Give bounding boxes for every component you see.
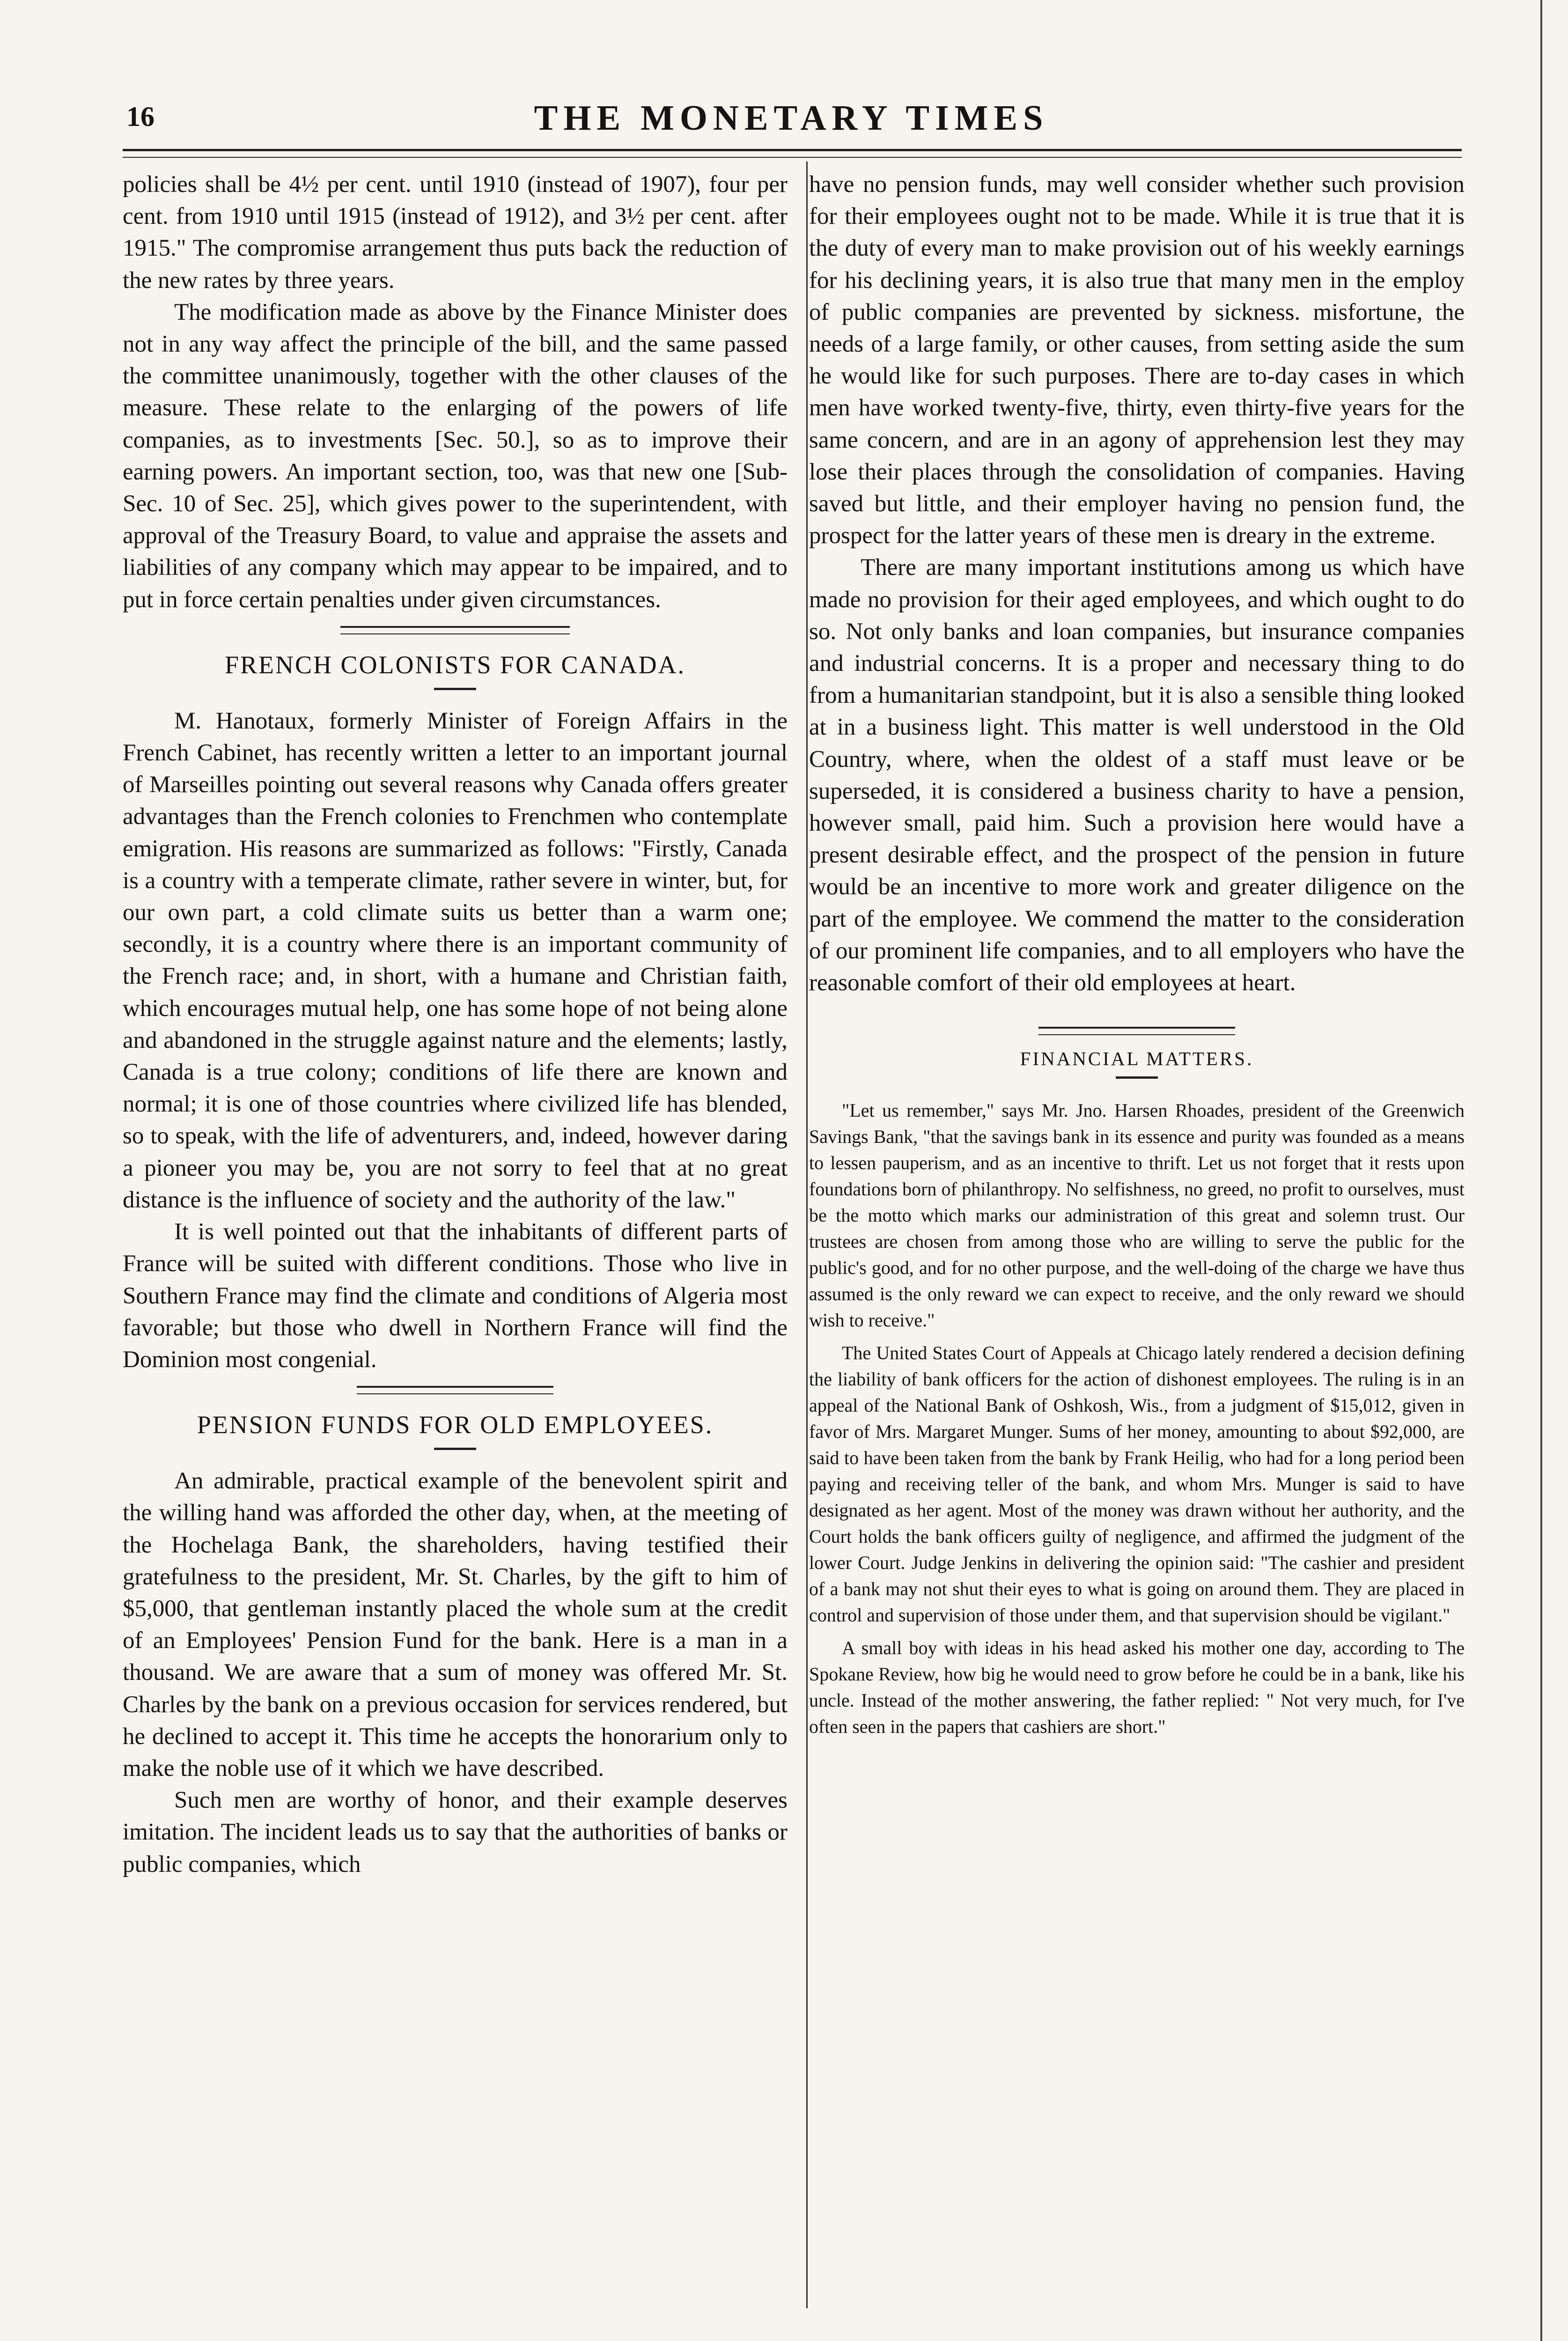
pension-funds-paragraph: Such men are worthy of honor, and their example deserves imitation. The incident leads us to say that the authorities of banks or public companies, which — [123, 1787, 788, 1877]
financial-matters-body — [809, 1097, 1465, 1740]
section-divider — [1038, 1027, 1235, 1035]
insurance-paragraph: The modification made as above by the Finance Minister does not in any way affect the principle of the bill, and the same passed the committee unanimously, together with the other clauses of the measure. These relate to the enlarging of the powers of life companies, as to investments [Sec. 50.], so as to improve their earning powers. An important section, too, was that new one [Sub-Sec. 10 of Sec. 25], which gives power to the superintendent, with approval of the Treasury Board, to value and appraise the assets and liabilities of any company which may appear to be impaired, and to put in force certain penalties under given circumstances. — [123, 299, 788, 613]
financial-matters-heading: FINANCIAL MATTERS. — [1020, 1048, 1254, 1070]
pension-funds-paragraph: An admirable, practical example of the benevolent spirit and the willing hand was afforded the other day, when, at the meeting of the Hochelaga Bank, the shareholders, having testified their gratefulness to the president, Mr. St. Charles, by the gift to him of $5,000, that gentleman instantly placed the whole sum at the credit of an Employees' Pension Fund for the bank. Here is a man in a thousand. We are aware that a sum of money was offered Mr. St. Charles by the bank on a previous occasion for services rendered, but he declined to accept it. This time he accepts the honorarium only to make the noble use of it which we have described. — [123, 1468, 788, 1782]
page-edge-rule — [1540, 0, 1542, 2341]
pension-funds-heading: PENSION FUNDS FOR OLD EMPLOYEES. — [197, 1411, 714, 1439]
financial-matters-paragraph: "Let us remember," says Mr. Jno. Harsen Rhoades, president of the Greenwich Savings Bank, "that the savings bank in its essence and purity was founded as a means to lessen pauperism, and as an incentive to thrift. Let us not forget that it rests upon foundations born of philanthropy. No selfishness, no greed, no profit to ourselves, must be the motto which marks our administration of this great and solemn trust. Our trustees are chosen from among those who are willing to serve the public for the public's good, and for no other purpose, and the well-doing of the charge we have thus assumed is the only reward we can expect to receive, and the only reward we should wish to receive." — [809, 1100, 1465, 1331]
left-column — [123, 169, 788, 1880]
section-divider — [357, 1386, 553, 1394]
insurance-paragraph: policies shall be 4½ per cent. until 1910 (instead of 1907), four per cent. from 1910 until 1915 (instead of 1912), and 3½ per cent. after 1915." The compromise arrangement thus puts back the reduction of the new rates by three years. — [123, 171, 788, 294]
french-colonists-paragraph: M. Hanotaux, formerly Minister of Foreign Affairs in the French Cabinet, has recently written a letter to an important journal of Marseilles pointing out several reasons why Canada offers greater advantages than the French colonies to Frenchmen who contemplate emigration. His reasons are summarized as follows: "Firstly, Canada is a country with a temperate climate, rather severe in winter, but, for our own part, a cold climate suits us better than a warm one; secondly, it is a country where there is an important community of the French race; and, in short, with a humane and Christian faith, which encourages mutual help, one has some hope of not being alone and abandoned in the struggle against nature and the elements; lastly, Canada is a true colony; conditions of life there are known and normal; it is one of those countries where civilized life has blended, so to speak, with the life of adventurers, and, indeed, however daring a pioneer you may be, you are not sorry to feel that at no great distance is the influence of society and the authority of the law." — [123, 707, 788, 1213]
page-header — [126, 98, 1456, 152]
pension-continued-paragraph: have no pension funds, may well consider whether such provision for their employees ought not to be made. While it is true that it is the duty of every man to make provision out of his weekly earnings for his declining years, it is also true that many men in the employ of public companies are prevented by sickness. misfortune, the needs of a large family, or other causes, from setting aside the sum he would like for such purposes. There are to-day cases in which men have worked twenty-five, thirty, even thirty-five years for the same concern, and are in an agony of apprehension lest they may lose their places through the consolidation of companies. Having saved but little, and their employer having no pension fund, the prospect for the latter years of these men is dreary in the extreme. — [809, 171, 1465, 549]
pension-continued-paragraph: There are many important institutions among us which have made no provision for their aged employees, and which ought to do so. Not only banks and loan companies, but insurance companies and industrial concerns. It is a proper and necessary thing to do from a humanitarian standpoint, but it is also a sensible thing looked at in a business light. This matter is well understood in the Old Country, where, when the oldest of a staff must leave or be superseded, it is considered a business charity to have a pension, however small, paid him. Such a provision here would have a present desirable effect, and the prospect of the pension in future would be an incentive to more work and greater diligence on the part of the employee. We commend the matter to the consideration of our prominent life companies, and to all employers who have the reasonable comfort of their old employees at heart. — [809, 554, 1465, 996]
french-colonists-heading: FRENCH COLONISTS FOR CANADA. — [224, 650, 686, 679]
page-number: 16 — [126, 101, 155, 132]
header-rule — [123, 149, 1462, 158]
heading-dash — [1116, 1076, 1158, 1079]
french-colonists-paragraph: It is well pointed out that the inhabitants of different parts of France will be suited with different conditions. Those who live in Southern France may find the climate and conditions of Algeria most favorable; but those who dwell in Northern France will find the Dominion most congenial. — [123, 1219, 788, 1373]
section-divider — [340, 626, 570, 634]
financial-matters-paragraph: A small boy with ideas in his head asked his mother one day, according to The Spokane Review, how big he would need to grow before he could be in a bank, like his uncle. Instead of the mother answering, the father replied: " Not very much, for I've often seen in the papers that cashiers are short." — [809, 1637, 1465, 1737]
financial-matters-paragraph: The United States Court of Appeals at Chicago lately rendered a decision defining the liability of bank officers for the action of dishonest employees. The ruling is in an appeal of the National Bank of Oshkosh, Wis., from a judgment of $15,012, given in favor of Mrs. Margaret Munger. Sums of her money, amounting to about $92,000, are said to have been taken from the bank by Frank Heilig, who had for a long period been paying and receiving teller of the bank, and whom Mrs. Munger is said to have designated as her agent. Most of the money was drawn without her authority, and the Court holds the bank officers guilty of negligence, and affirmed the judgment of the lower Court. Judge Jenkins in delivering the opinion said: "The cashier and president of a bank may not shut their eyes to what is going on around them. They are placed in control and supervision of those under them, and that supervision should be vigilant." — [809, 1342, 1465, 1626]
heading-dash — [434, 688, 476, 690]
column-divider — [806, 162, 808, 2308]
heading-dash — [434, 1448, 476, 1450]
masthead-title: THE MONETARY TIMES — [534, 98, 1049, 138]
right-column — [809, 169, 1465, 1740]
